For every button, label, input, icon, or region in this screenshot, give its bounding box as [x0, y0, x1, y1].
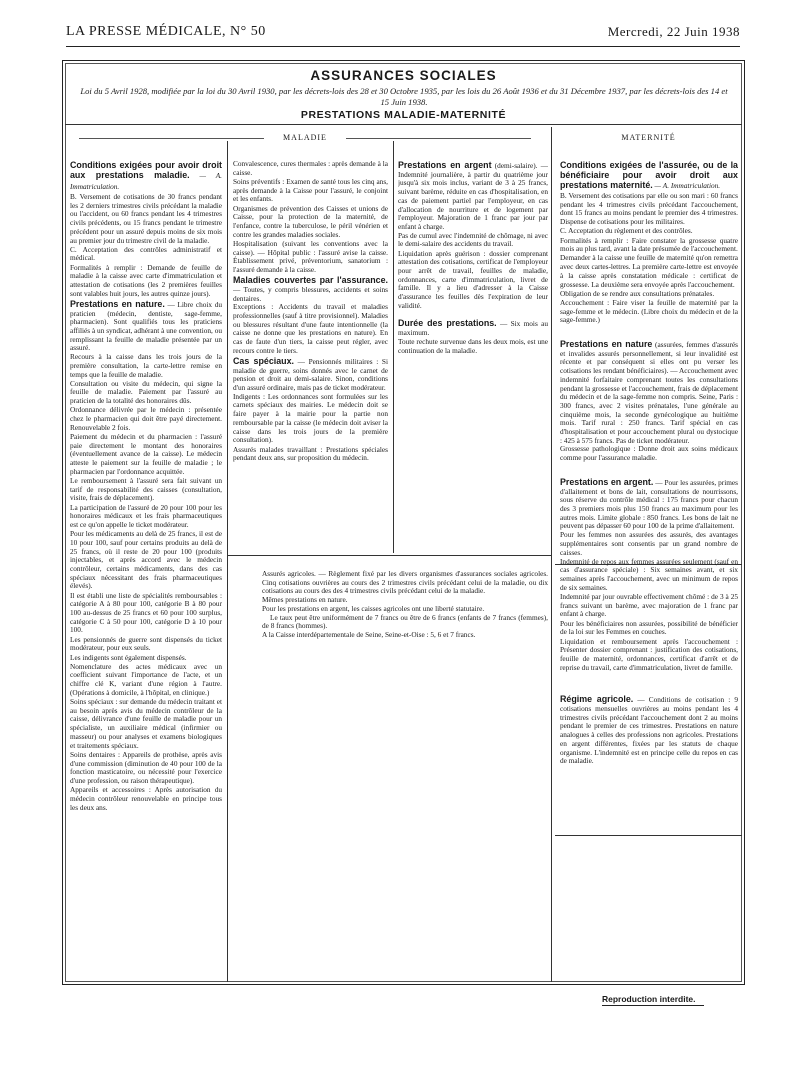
paragraph: Hospitalisation (suivant les conventions avec la caisse). — Hôpital public : l'assuré avise la caisse. Établissement privé, préventorium, sanatorium : l'assuré demande à la caisse. — [233, 238, 388, 274]
paragraph: Pour les femmes non assurées des assurés, des avantages supplémentaires sont consentis par un grand nombre de caisses. — [560, 530, 738, 557]
heading-conditions: Conditions exigées pour avoir droit aux prestations maladie. — [70, 160, 222, 180]
paragraph: Exceptions : Accidents du travail et maladies professionnelles (sauf à titre provisionnel). Maladies ou blessures résultant d'une faute intentionnelle (la caisse ne donne que les prestations en nature). En cas de faute d'un tiers, la caisse peut régler, avec recours contre le tiers. — [233, 302, 388, 355]
column-maladie-1 — [70, 160, 222, 980]
paragraph: Le remboursement à l'assuré sera fait suivant un tarif de responsabilité des caisses (consultation, visite, frais de déplacement). — [70, 476, 222, 503]
column-maternite — [560, 160, 738, 980]
paragraph: B. Versement des cotisations par elle ou son mari : 60 francs pendant les 4 trimestres civils précédant l'accouchement, dont 15 francs au moins pendant le premier des 4 trimestres. Dispense de cotisations pour les militaires. — [560, 191, 738, 227]
section-rule — [346, 138, 531, 139]
paragraph: (demi-salaire). — Indemnité journalière, à partir du quatrième jour jusqu'à six mois inclus, variant de 3 à 25 francs, suivant barème, réduite en cas d'hospitalisation, en cas de paiement partiel par l'employeur, en cas d'allocation de nourriture et de logement par l'employeur. Majoration de 1 franc par jour par enfant à charge. — [398, 161, 548, 231]
paragraph: — Libre choix du praticien (médecin, dentiste, sage-femme, pharmacien). Sont qualifiés tous les praticiens affiliés à un syndicat, adhérant à une convention, ou remplissant la feuille de maladie présentée par un assuré. — [70, 299, 222, 353]
issue-date: Mercredi, 22 Juin 1938 — [607, 24, 740, 39]
paragraph: Les indigents sont également dispensés. — [70, 652, 187, 662]
paragraph: Indigents : Les ordonnances sont formulées sur les carnets spéciaux des mairies. Le médecin doit se faire payer à la mairie pour la partie non remboursable par la caisse (le médecin doit aviser la caisse dans les trois jours de la première consultation). — [233, 391, 388, 445]
paragraph: Indemnité de repos aux femmes assurées seulement (sauf en cas d'assurance spéciale) : Six semaines avant, et six semaines après l'accouchement, avec un minimum de repos de six semaines. — [560, 556, 738, 592]
running-head — [66, 24, 740, 44]
heading-assures-agricoles: Assurés agricoles. — [262, 569, 316, 578]
heading-prestations-nature-maternite: Prestations en nature — [560, 339, 653, 350]
section-maternite-label: MATERNITÉ — [621, 133, 676, 142]
paragraph: Soins préventifs : Examen de santé tous les cinq ans, après demande à la Caisse pour l'assuré, le conjoint et les enfants. — [233, 176, 388, 204]
heading-maladies-couvertes: Maladies couvertes par l'assurance. — [233, 275, 388, 286]
paragraph: Pour les médicaments au delà de 25 francs, il est de 10 pour 100, sauf pour certains produits au delà de 25 francs, où il reste de 20 pour 100 (produits injectables, et après accord avec le médecin contrôleur, certains médicaments, dans des cas spéciaux nécessitant des frais pharmaceutiques élevés). — [70, 529, 222, 591]
paragraph: — Pour les assurées, primes d'allaitement et bons de lait, consultations de nourrissons, sous réserve du contrôle médical : 175 francs pour chacun des 3 premiers mois plus 150 francs au maximum pour les autres mois. Limite globale : 850 francs. Les bons de lait ne peuvent pas dépasser 60 pour 100 de la prime d'allaitement. — [560, 477, 738, 531]
heading-prestations-argent: Prestations en argent — [398, 160, 492, 170]
reproduction-notice: Reproduction interdite. — [602, 994, 696, 1004]
section-maladie-label: MALADIE — [283, 133, 327, 142]
paragraph: Consultation ou visite du médecin, qui signe la feuille de maladie. Paiement par l'assuré au praticien de la totalité des honoraires dûs. — [70, 378, 222, 406]
column-maladie-2 — [233, 160, 388, 550]
journal-issue: LA PRESSE MÉDICALE, N° 50 — [66, 24, 266, 39]
paragraph: Il est établi une liste de spécialités remboursables : catégorie A à 80 pour 100, catégorie B à 80 pour 100 au-dessus de 25 francs et 60 pour 100 surplus, catégorie C à 50 pour 100, catégorie D à 10 pour 100. — [70, 590, 222, 635]
paragraph: Indemnité par jour ouvrable effectivement chômé : de 3 à 25 francs suivant un barème, avec majoration de 1 franc par enfant à charge. — [560, 592, 738, 619]
section-maternite — [555, 133, 742, 142]
paragraph: Toute rechute survenue dans les deux mois, est une continuation de la maladie. — [398, 336, 548, 355]
header-rule — [66, 46, 740, 47]
paragraph: Formalités à remplir : Demande de feuille de maladie à la caisse avec carte d'immatriculation et attestation de cotisations (les 2 premières feuilles sont valables huit jours, les autres quinze jours). — [70, 262, 222, 298]
footer-rule — [602, 1005, 704, 1006]
immatriculation-label: — A. Immatriculation. — [652, 181, 721, 190]
paragraph: Mêmes prestations en nature. — [262, 595, 348, 605]
section-rule — [79, 138, 264, 139]
paragraph: La participation de l'assuré de 20 pour 100 pour les honoraires médicaux et les frais pharmaceutiques est ce qu'on appelle le ticket modérateur. — [70, 502, 222, 530]
heading-regime-agricole: Régime agricole. — [560, 694, 634, 705]
law-note: Loi du 5 Avril 1928, modifiée par la loi du 30 Avril 1930, par les décrets-lois des 28 et 30 Octobre 1935, par les lois du 26 Août 1936 et du 31 Décembre 1937, par les décrets-lois des 14 et 15 Juin 1938. — [80, 86, 728, 107]
paragraph: — Règlement fixé par les divers organismes d'assurances sociales agricoles. Cinq cotisations ouvrières au cours des 2 trimestres civils précédant celui de la maladie, ou dix cotisations au cours des des 4 trimestres civils précédant celui de la maladie. — [262, 569, 549, 596]
column-rule — [393, 141, 394, 553]
paragraph: Organismes de prévention des Caisses et unions de Caisse, pour la protection de la maternité, de l'enfance, contre la tuberculose, le péril vénérien et contre les grandes maladies sociales. — [233, 203, 388, 239]
paragraph: Nomenclature des actes médicaux avec un coefficient suivant l'importance de l'acte, et un chiffre clé K, variant d'une région à l'autre. (Opérations à domicile, à l'hôpital, en clinique.) — [70, 661, 222, 697]
column-maladie-3 — [398, 160, 548, 550]
paragraph: Soins spéciaux : sur demande du médecin traitant et au besoin après avis du médecin contrôleur de la caisse, délivrance d'une feuille de maladie pour un spécialiste, un auxiliaire médical (infirmier ou masseur) ou pour analyses et examens biologiques et traitements spéciaux. — [70, 697, 222, 750]
heading-prestations-nature: Prestations en nature. — [70, 298, 165, 309]
paragraph: Liquidation après guérison : dossier comprenant attestation des cotisations, certificat de l'employeur pour arrêt de travail, feuilles de maladie, ordonnances, carte d'immatriculation, livret de famille. Il y a lieu d'adresser à la Caisse d'assurance les feuilles dès l'expiration de leur validité. — [398, 248, 548, 310]
paragraph: Obligation de se rendre aux consultations prénatales. — [560, 288, 715, 298]
heading-prestations-argent-maternite: Prestations en argent. — [560, 476, 654, 487]
paragraph: Formalités à remplir : Faire constater la grossesse quatre mois au plus tard, avant la date présumée de l'accouchement. — [560, 235, 738, 254]
paragraph: Paiement du médecin et du pharmacien : l'assuré paie directement le montant des honoraires (éventuellement avance de la caisse). Le médecin atteste le paiement sur la feuille de maladie ; le pharmacien par l'ordonnance acquittée. — [70, 431, 222, 476]
column-rule — [227, 141, 228, 982]
paragraph: Appareils et accessoires : Après autorisation du médecin contrôleur renouvelable en principe tous les deux ans. — [70, 785, 222, 812]
paragraph: — Conditions de cotisation : 9 cotisations mensuelles ouvrières au moins pendant les 4 trimestres civils précédant l'accouchement dont 2 au moins pendant le premier de ces trimestres. Prestations en nature analogues à celles des professions non agricoles. Prestations en argent différentes, fixées par les statuts de chaque organisme. L'indemnité est en principe celle du repos en cas de maladie. — [560, 695, 738, 766]
subtitle-rule — [65, 124, 742, 125]
heading-conditions-maternite: Conditions exigées de l'assurée, ou de la bénéficiaire pour avoir droit aux prestations maternité. — [560, 160, 738, 190]
paragraph: B. Versement de cotisations de 30 francs pendant les 2 derniers trimestres civils précédant la maladie ou l'accident, ou 60 francs pendant les 4 trimestres civils précédents, ou 15 francs pendant le trimestre précédent pour un assuré depuis moins de six mois au premier jour du trimestre civil de la maladie. — [70, 192, 222, 245]
paragraph: Demander à la caisse une feuille de maternité qu'on remettra avec deux cartes-lettres. La première carte-lettre est envoyée à la caisse après constatation médicale : certificat de grossesse. La deuxième sera envoyée après l'accouchement. — [560, 253, 738, 289]
paragraph: C. Acceptation du règlement et des contrôles. — [560, 226, 693, 236]
paragraph: Pas de cumul avec l'indemnité de chômage, ni avec le demi-salaire des accidents du travail. — [398, 230, 548, 249]
paragraph: — Pensionnés militaires : Si maladie de guerre, soins donnés avec le carnet de pension et droit au demi-salaire. Sinon, conditions d'un assuré ordinaire, mais pas de ticket modérateur. — [233, 356, 388, 393]
section-maladie — [65, 133, 545, 142]
paragraph: Assurés malades travaillant : Prestations spéciales pendant deux ans, sur proposition du médecin. — [233, 444, 388, 463]
paragraph: Recours à la caisse dans les trois jours de la première consultation, la carte-lettre remise en temps que la feuille de maladie. — [70, 352, 222, 379]
agri-box-rule — [227, 555, 551, 556]
immatriculation-label: — A. Immatriculation. — [70, 171, 222, 191]
column-rule-major — [551, 127, 552, 982]
paragraph: Convalescence, cures thermales : après demande à la caisse. — [233, 160, 388, 177]
heading-cas-speciaux: Cas spéciaux. — [233, 355, 295, 366]
paragraph: — Six mois au maximum. — [398, 319, 548, 338]
page-subtitle: PRESTATIONS MALADIE-MATERNITÉ — [300, 109, 507, 121]
paragraph: Pour les prestations en argent, les caisses agricoles ont une liberté statutaire. — [262, 603, 485, 613]
paragraph: (assurées, femmes d'assurés et invalides assurés personnellement, si leur invalidité est récente et par conséquent si elles ont pu verser les cotisations les rendant bénéficiaires). — Accouchement avec indemnité forfaitaire comprenant toutes les consultations pendant la grossesse et l'accouchement, frais de déplacement du médecin et de la sage-femme non compris. Seine, Paris : 300 francs, avec 2 visites prénatales, l'une générale au cinquième mois, la seconde gynécologique au huitième mois. Tarif rural : 250 francs. Tarif spécial en cas d'hospitalisation et pour accouchement plural ou dystocique : 425 à 575 francs. Pas de ticket modérateur. — [560, 340, 738, 445]
paragraph: — Toutes, y compris blessures, accidents et soins dentaires. — [233, 284, 388, 303]
assures-agricoles-box — [262, 570, 548, 640]
paragraph: Liquidation et remboursement après l'accouchement : Présenter dossier comprenant : justification des cotisations, feuille de maternité, ordonnances, certificat d'arrêt et de reprise du travail, carte d'immatriculation, livret de famille. — [560, 636, 738, 672]
paragraph: Pour les bénéficiaires non assurées, possibilité de bénéficier de la loi sur les Femmes en couches. — [560, 618, 738, 637]
paragraph: Les pensionnés de guerre sont dispensés du ticket modérateur, pour eux seuls. — [70, 634, 222, 653]
paragraph: Accouchement : Faire viser la feuille de maternité par la sage-femme et le médecin. (Libre choix du médecin et de la sage-femme.) — [560, 297, 738, 325]
paragraph: A la Caisse interdépartementale de Seine, Seine-et-Oise : 5, 6 et 7 francs. — [262, 629, 476, 639]
paragraph: Ordonnance délivrée par le médecin : présentée chez le pharmacien qui doit être payé directement. Renouvelable 2 fois. — [70, 405, 222, 432]
paragraph: C. Acceptation des contrôles administratif et médical. — [70, 244, 222, 263]
paragraph: Soins dentaires : Appareils de prothèse, après avis d'une commission (diminution de 40 pour 100 de la fonction masticatoire, ou nécessité pour l'exercice d'une profession, ou raison thérapeutique). — [70, 749, 222, 785]
paragraph: Le taux peut être uniformément de 7 francs ou être de 6 francs (enfants de 7 francs (femmes), de 8 francs (hommes). — [262, 612, 548, 631]
heading-duree: Durée des prestations. — [398, 318, 497, 329]
paragraph: Grossesse pathologique : Donne droit aux soins médicaux comme pour l'assurance maladie. — [560, 444, 738, 463]
page-title: ASSURANCES SOCIALES — [310, 68, 497, 83]
